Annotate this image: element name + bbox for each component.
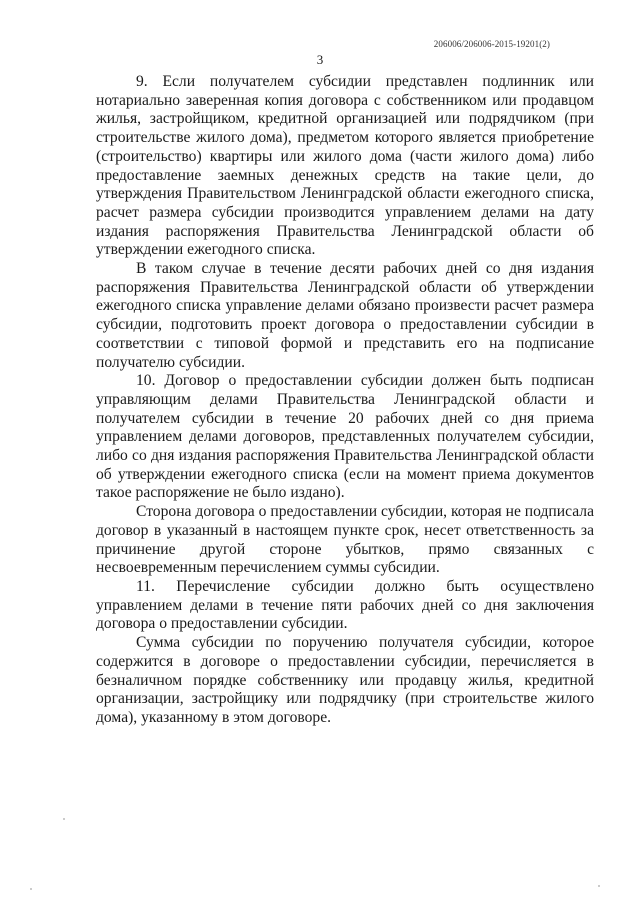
scan-speck bbox=[63, 818, 65, 820]
scan-speck bbox=[30, 888, 32, 890]
paragraph-9-continued: В таком случае в течение десяти рабочих дней со дня издания распоряжения Правительства Ленинградской области об утверждении ежегодного списка управление делами обязано произвести расчет размера субсидии, подготовить проект договора о предоставлении субсидии в соответствии с типовой формой и представить его на подписание получателю субсидии. bbox=[96, 260, 594, 371]
scan-speck bbox=[598, 885, 600, 887]
page-number: 3 bbox=[316, 52, 324, 67]
paragraph-10: 10. Договор о предоставлении субсидии должен быть подписан управляющим делами Правительства Ленинградской области и получателем субсидии в течение 20 рабочих дней со дня приема управлением делами договоров, представленных получателем субсидии, либо со дня издания распоряжения Правительства Ленинградской области об утверждении ежегодного списка (если на момент приема документов такое распоряжение не было издано). bbox=[96, 372, 594, 502]
paragraph-10-continued: Сторона договора о предоставлении субсидии, которая не подписала договор в указанный в настоящем пункте срок, несет ответственность за причинение другой стороне убытков, прямо связанных с несвоевременным перечислением суммы субсидии. bbox=[96, 503, 594, 577]
document-id: 206006/206006-2015-19201(2) bbox=[433, 39, 550, 49]
paragraph-9: 9. Если получателем субсидии представлен подлинник или нотариально заверенная копия договора с собственником или продавцом жилья, застройщиком, кредитной организацией или подрядчиком (при строительстве жилого дома), предметом которого является приобретение (строительство) квартиры или жилого дома (части жилого дома) либо предоставление заемных денежных средств на такие цели, до утверждения Правительством Ленинградской области ежегодного списка, расчет размера субсидии производится управлением делами на дату издания распоряжения Правительства Ленинградской области об утверждении ежегодного списка. bbox=[96, 73, 594, 259]
paragraph-11: 11. Перечисление субсидии должно быть осуществлено управлением делами в течение пяти рабочих дней со дня заключения договора о предоставлении субсидии. bbox=[96, 577, 594, 633]
paragraph-11-continued: Сумма субсидии по поручению получателя субсидии, которое содержится в договоре о предоставлении субсидии, перечисляется в безналичном порядке собственнику или продавцу жилья, кредитной организации, застройщику или подрядчику (при строительстве жилого дома), указанному в этом договоре. bbox=[96, 634, 594, 726]
document-body bbox=[96, 73, 594, 728]
